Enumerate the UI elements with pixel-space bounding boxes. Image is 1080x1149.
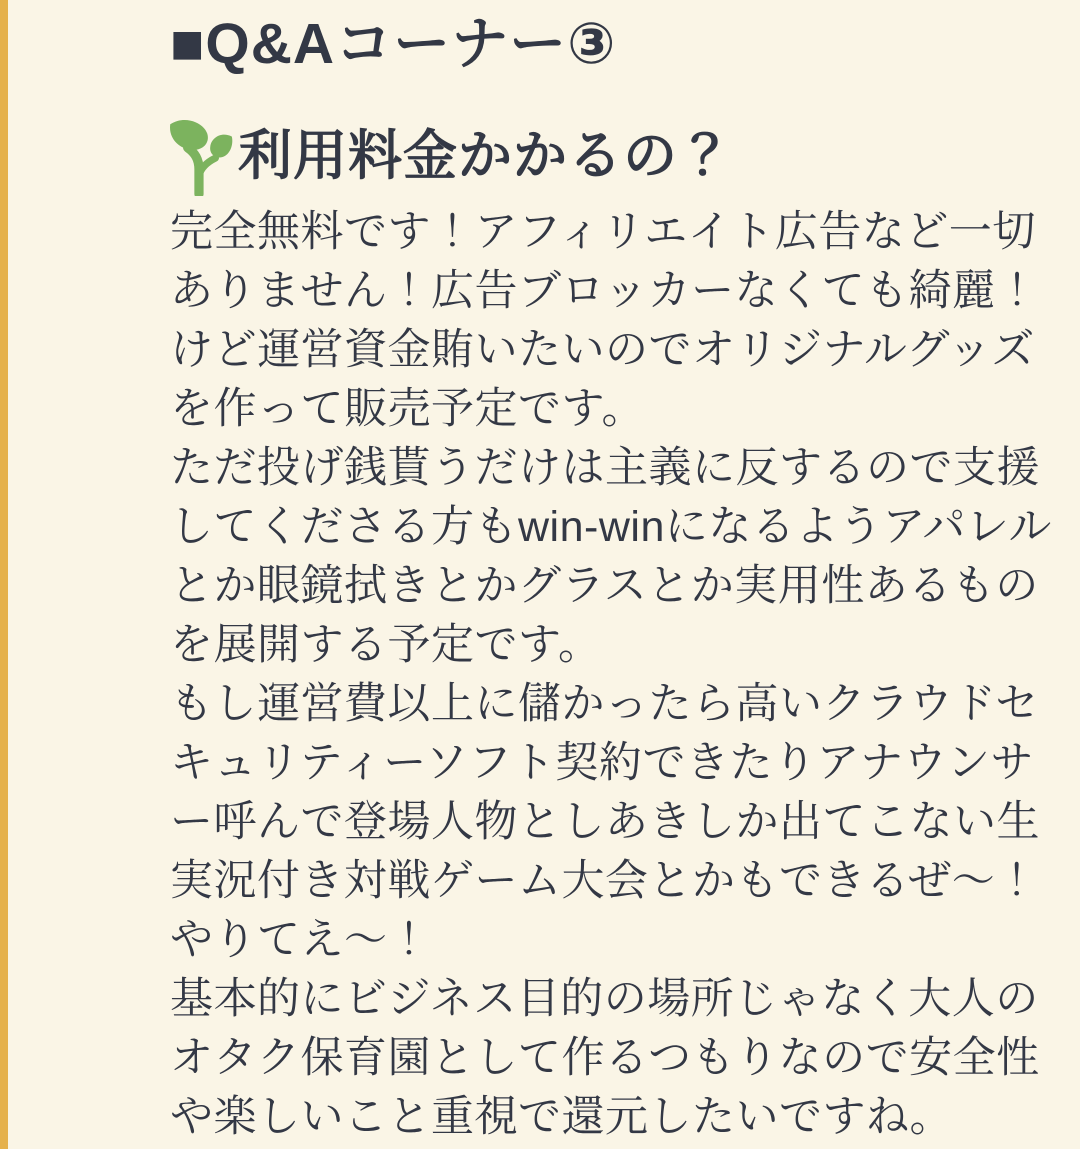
answer-line: オタク保育園として作るつもりなので安全性 bbox=[170, 1034, 1040, 1082]
answer-line: キュリティーソフト契約できたりアナウンサ bbox=[170, 739, 1034, 787]
answer-line: やりてえ〜！ bbox=[170, 916, 431, 964]
section-title: ■Q&Aコーナー③ bbox=[170, 12, 617, 76]
seedling-icon bbox=[164, 116, 236, 196]
answer-line: を作って販売予定です。 bbox=[170, 385, 646, 433]
answer-line: 基本的にビジネス目的の場所じゃなく大人の bbox=[170, 975, 1039, 1023]
answer-line: 実況付き対戦ゲーム大会とかもできるぜ〜！ bbox=[170, 857, 1039, 905]
answer-line: を展開する予定です。 bbox=[170, 621, 602, 669]
answer-line: や楽しいこと重視で還元したいですね。 bbox=[170, 1093, 953, 1141]
question-row bbox=[170, 116, 1038, 196]
answer-line: とか眼鏡拭きとかグラスとか実用性あるもの bbox=[170, 562, 1039, 610]
answer-line: してくださる方もwin-winになるようアパレル bbox=[170, 503, 1052, 551]
answer-text bbox=[170, 203, 1052, 1147]
question-title: 利用料金かかるの？ bbox=[238, 126, 733, 186]
answer-line: 完全無料です！アフィリエイト広告など一切 bbox=[170, 208, 1036, 256]
answer-line: もし運営費以上に儲かったら高いクラウドセ bbox=[170, 680, 1039, 728]
answer-line: けど運営資金賄いたいのでオリジナルグッズ bbox=[170, 326, 1035, 374]
answer-line: ただ投げ銭貰うだけは主義に反するので支援 bbox=[170, 444, 1040, 492]
answer-line: ありません！広告ブロッカーなくても綺麗！ bbox=[170, 267, 1040, 315]
answer-line: ー呼んで登場人物としあきしか出てこない生 bbox=[170, 798, 1040, 846]
